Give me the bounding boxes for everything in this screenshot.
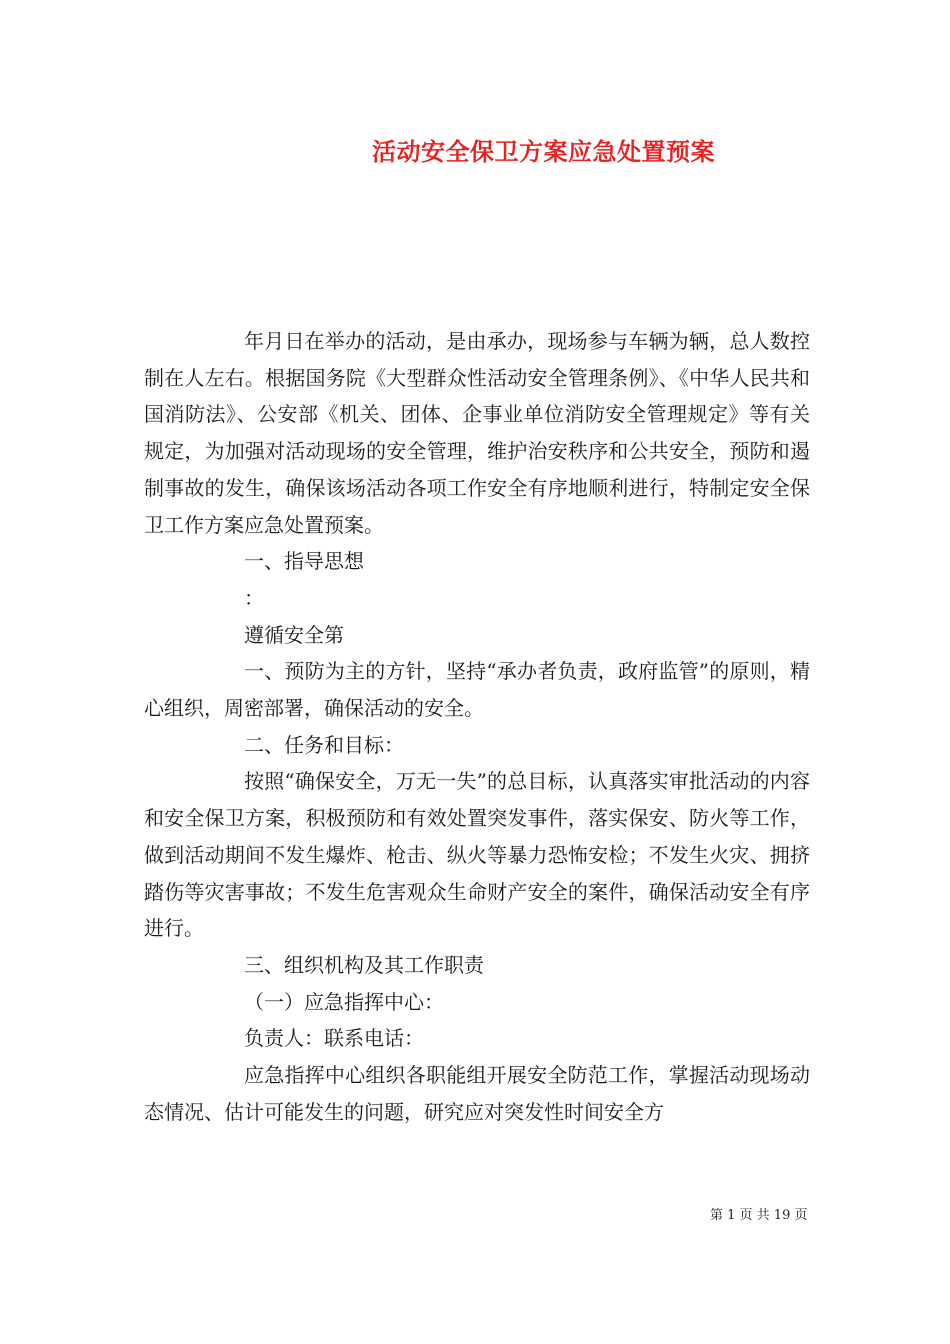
contact-line: 负责人：联系电话： bbox=[244, 1026, 424, 1051]
subsection-heading-command-center: （一）应急指挥中心： bbox=[244, 989, 444, 1014]
section-heading-tasks-goals: 二、任务和目标： bbox=[244, 732, 404, 757]
principle-line: 遵循安全第 bbox=[244, 622, 344, 647]
document-body bbox=[144, 323, 810, 1130]
page-number: 第 1 页 共 19 页 bbox=[710, 1208, 808, 1223]
document-title: 活动安全保卫方案应急处置预案 bbox=[372, 137, 715, 166]
principle-paragraph: 一、预防为主的方针，坚持“承办者负责，政府监管”的原则，精心组织，周密部署，确保活动的安全。 bbox=[144, 659, 810, 721]
tasks-paragraph: 按照“确保安全，万无一失”的总目标，认真落实审批活动的内容和安全保卫方案，积极预防和有效处置突发事件，落实保安、防火等工作，做到活动期间不发生爆炸、枪击、纵火等暴力恐怖安检；不发生火灾、拥挤踏伤等灾害事故；不发生危害观众生命财产安全的案件，确保活动安全有序进行。 bbox=[144, 769, 810, 941]
colon-line: ： bbox=[244, 585, 264, 610]
intro-paragraph: 年月日在举办的活动，是由承办，现场参与车辆为辆，总人数控制在人左右。根据国务院《大型群众性活动安全管理条例》、《中华人民共和国消防法》、公安部《机关、团体、企事业单位消防安全管理规定》等有关规定，为加强对活动现场的安全管理，维护治安秩序和公共安全，预防和遏制事故的发生，确保该场活动各项工作安全有序地顺利进行，特制定安全保卫工作方案应急处置预案。 bbox=[144, 329, 810, 537]
section-heading-guiding-ideology: 一、指导思想 bbox=[244, 549, 364, 574]
section-heading-organization: 三、组织机构及其工作职责 bbox=[244, 952, 484, 977]
command-center-paragraph: 应急指挥中心组织各职能组开展安全防范工作，掌握活动现场动态情况、估计可能发生的问题，研究应对突发性时间安全方 bbox=[144, 1063, 810, 1124]
